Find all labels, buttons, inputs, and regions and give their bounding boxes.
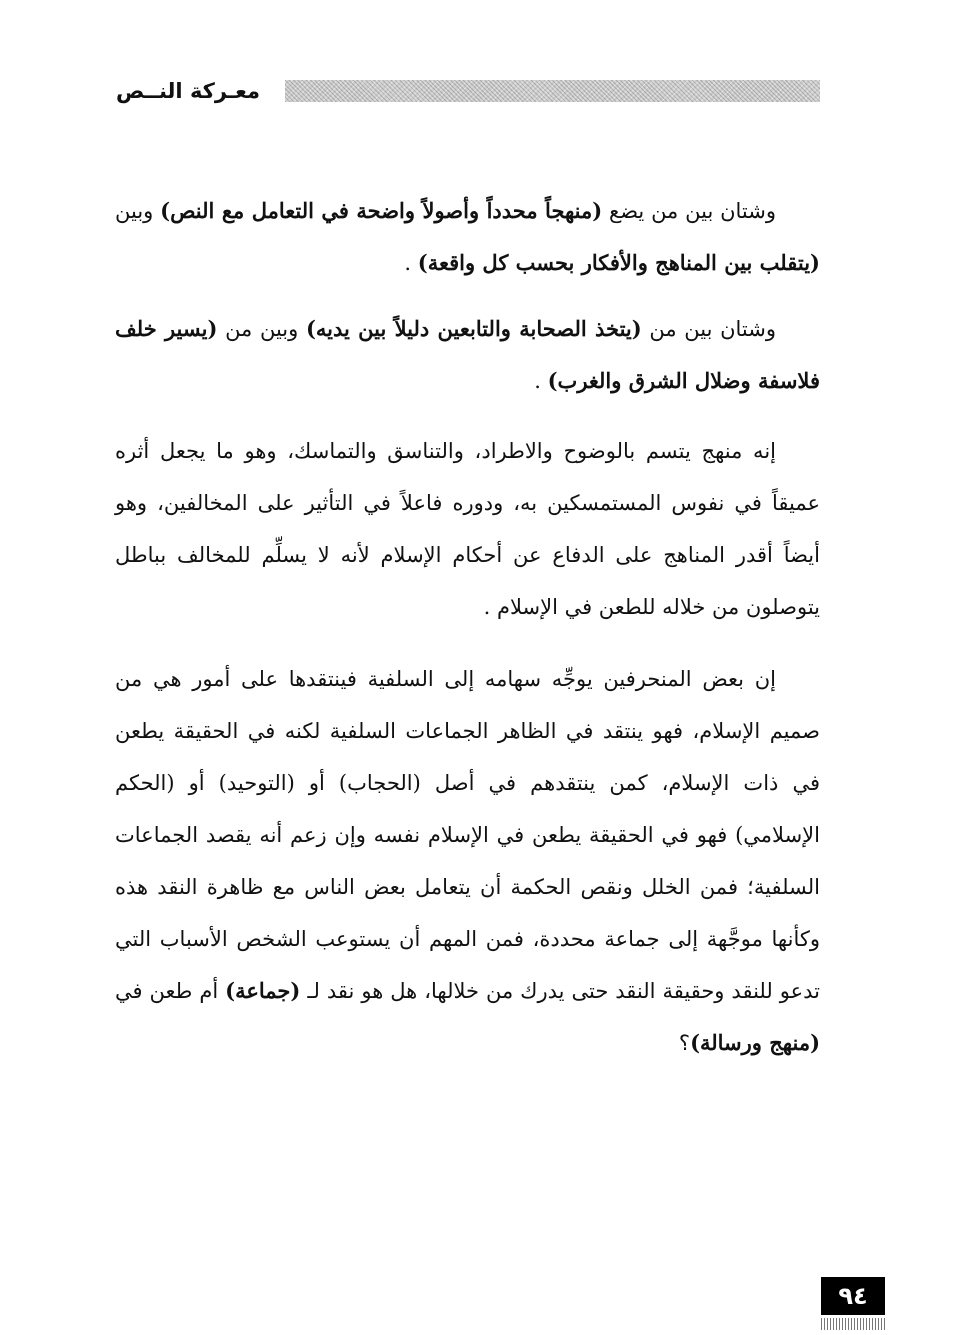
paragraph-text: وشتان بين من يضع (602, 199, 777, 223)
paragraph-text: . (534, 369, 548, 393)
page-number-decoration (821, 1318, 885, 1330)
paragraph-emphasis: (منهجاً محدداً وأصولاً واضحة في التعامل مع النص) (160, 198, 603, 223)
paragraph-emphasis: (يتخذ الصحابة والتابعين دليلاً بين يديه) (305, 316, 642, 341)
paragraph-text: إنه منهج يتسم بالوضوح والاطراد، والتناسق والتماسك، وهو ما يجعل أثره عميقاً في نفوس المستمسكين به، ودوره فاعلاً في التأثير على المخالفين، وهو أيضاً أقدر المناهج على الدفاع عن أحكام الإسلام لأنه لا يسلِّم للمخالف بباطل يتوصلون من خلاله للطعن في الإسلام . (115, 439, 820, 619)
paragraph (115, 303, 820, 407)
paragraph-emphasis: (جماعة) (225, 978, 301, 1003)
paragraph-text: . (404, 251, 418, 275)
paragraph (115, 653, 820, 1069)
page-number: ٩٤ (821, 1277, 885, 1315)
paragraph-text: وشتان بين من (641, 317, 776, 341)
header-decorative-bar (285, 80, 820, 102)
paragraph-text: وبين (115, 199, 161, 223)
paragraph-text: إن بعض المنحرفين يوجِّه سهامه إلى السلفية فينتقدها على أمور هي من صميم الإسلام، فهو ينتقد في الظاهر الجماعات السلفية لكنه في الحقيقة يطعن في ذات الإسلام، كمن ينتقدهم في أصل (الحجاب) أو (التوحيد) أو (الحكم الإسلامي) فهو في الحقيقة يطعن في الإسلام نفسه وإن زعم أنه يقصد الجماعات السلفية؛ فمن الخلل ونقص الحكمة أن يتعامل بعض الناس مع ظاهرة النقد هذه وكأنها موجَّهة إلى جماعة محددة، فمن المهم أن يستوعب الشخص الأسباب التي تدعو للنقد وحقيقة النقد حتى يدرك من خلالها، هل هو نقد لـ (115, 667, 820, 1003)
paragraph-text: ؟ (678, 1031, 691, 1055)
paragraph-text: أم طعن في (115, 979, 226, 1003)
paragraph-emphasis: (يسير خلف فلاسفة وضلال الشرق والغرب) (115, 316, 820, 393)
paragraph (115, 185, 820, 289)
running-header (115, 76, 820, 106)
running-header-title: معـركة النــص (115, 79, 260, 103)
paragraph-emphasis: (منهج ورسالة) (690, 1030, 820, 1055)
paragraph-emphasis: (يتقلب بين المناهج والأفكار بحسب كل واقعة) (417, 250, 820, 275)
paragraph-text: وبين من (217, 317, 306, 341)
body-text (115, 185, 820, 1083)
paragraph (115, 425, 820, 633)
